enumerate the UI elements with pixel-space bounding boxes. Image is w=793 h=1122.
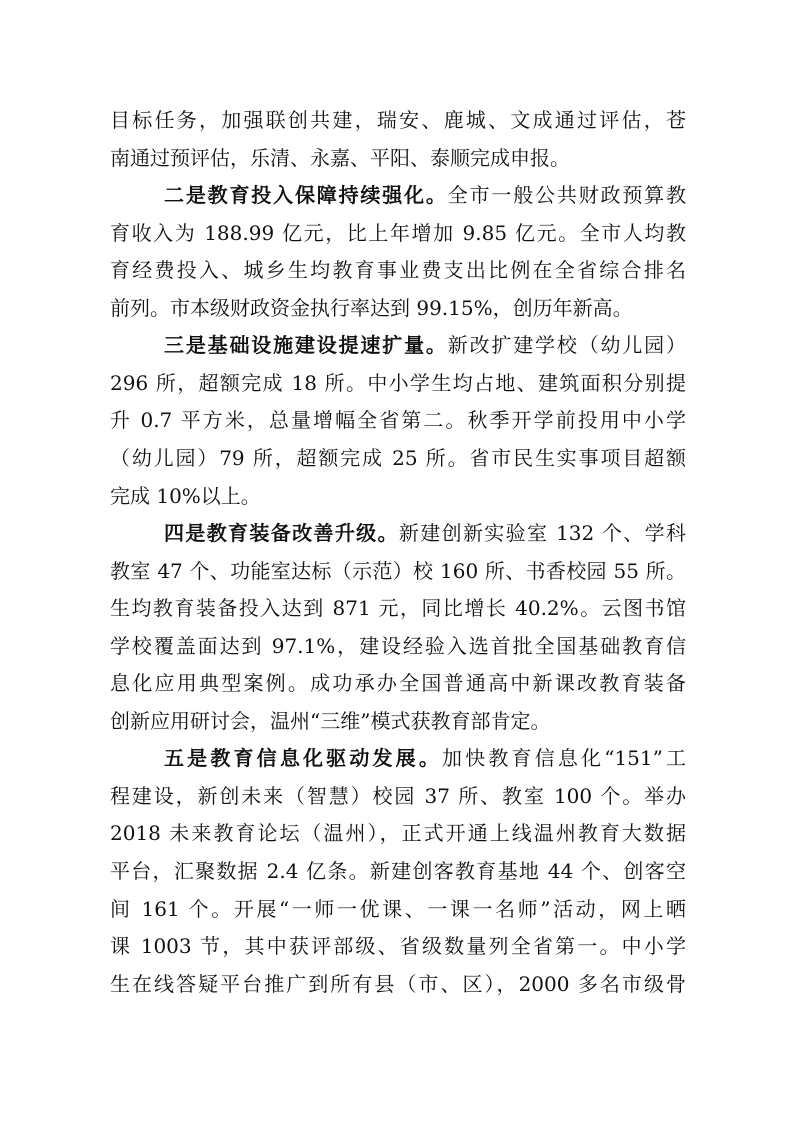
paragraph-lead-heading: 三是基础设施建设提速扩量。	[164, 333, 448, 358]
line-text: 生均教育装备投入达到 871 元，同比增长 40.2%。云图书馆	[110, 596, 686, 621]
line-text: 全市一般公共财政预算教	[447, 183, 687, 208]
text-line	[110, 107, 686, 133]
line-text: 平台，汇聚数据 2.4 亿条。新建创客教育基地 44 个、创客空	[110, 859, 686, 883]
text-line	[110, 708, 686, 734]
line-text: 新改扩建学校（幼儿园）	[447, 333, 687, 358]
paragraph-lead-heading: 二是教育投入保障持续强化。	[164, 183, 448, 208]
text-line	[110, 220, 686, 246]
line-text: 2018 未来教育论坛（温州），正式开通上线温州教育大数据	[110, 821, 686, 846]
text-line	[110, 145, 686, 171]
line-text: 前列。市本级财政资金执行率达到 99.15%，创历年新高。	[110, 295, 633, 320]
line-text: 息化应用典型案例。成功承办全国普通高中新课改教育装备	[110, 671, 686, 696]
text-line	[164, 182, 686, 208]
line-text: （幼儿园）79 所，超额完成 25 所。省市民生实事项目超额	[110, 445, 686, 470]
text-line	[110, 858, 686, 884]
text-line	[110, 783, 686, 809]
line-text: 南通过预评估，乐清、永嘉、平阳、泰顺完成申报。	[110, 145, 570, 170]
text-line	[110, 257, 686, 283]
text-line	[110, 933, 686, 959]
text-line	[110, 407, 686, 433]
text-line	[110, 595, 686, 621]
text-line	[110, 295, 686, 321]
line-text: 加快教育信息化“151”工	[442, 746, 687, 771]
text-line	[164, 520, 686, 546]
line-text: 程建设，新创未来（智慧）校园 37 所、教室 100 个。举办	[110, 783, 686, 808]
text-line	[110, 370, 686, 396]
line-text: 新建创新实验室 132 个、学科	[398, 521, 687, 546]
text-line	[110, 971, 686, 997]
line-text: 育经费投入、城乡生均教育事业费支出比例在全省综合排名	[110, 258, 686, 283]
line-text: 生在线答疑平台推广到所有县（市、区），2000 多名市级骨	[110, 971, 686, 996]
text-line	[110, 670, 686, 696]
line-text: 间 161 个。开展“一师一优课、一课一名师”活动，网上晒	[110, 896, 686, 921]
line-text: 目标任务，加强联创共建，瑞安、鹿城、文成通过评估，苍	[110, 108, 686, 132]
text-line	[164, 745, 686, 771]
line-text: 升 0.7 平方米，总量增幅全省第二。秋季开学前投用中小学	[110, 408, 686, 433]
paragraph-lead-heading: 四是教育装备改善升级。	[164, 521, 399, 546]
line-text: 教室 47 个、功能室达标（示范）校 160 所、书香校园 55 所。	[110, 558, 686, 583]
line-text: 育收入为 188.99 亿元，比上年增加 9.85 亿元。全市人均教	[110, 220, 686, 245]
line-text: 创新应用研讨会，温州“三维”模式获教育部肯定。	[110, 708, 551, 733]
text-line	[110, 483, 686, 509]
line-text: 学校覆盖面达到 97.1%，建设经验入选首批全国基础教育信	[110, 633, 686, 658]
text-line	[110, 558, 686, 584]
text-line	[110, 896, 686, 922]
text-line	[110, 445, 686, 471]
text-line	[164, 332, 686, 358]
paragraph-lead-heading: 五是教育信息化驱动发展。	[164, 746, 443, 771]
text-line	[110, 633, 686, 659]
line-text: 296 所，超额完成 18 所。中小学生均占地、建筑面积分别提	[110, 370, 686, 395]
text-line	[110, 820, 686, 846]
line-text: 课 1003 节，其中获评部级、省级数量列全省第一。中小学	[110, 934, 686, 959]
line-text: 完成 10%以上。	[110, 483, 261, 508]
